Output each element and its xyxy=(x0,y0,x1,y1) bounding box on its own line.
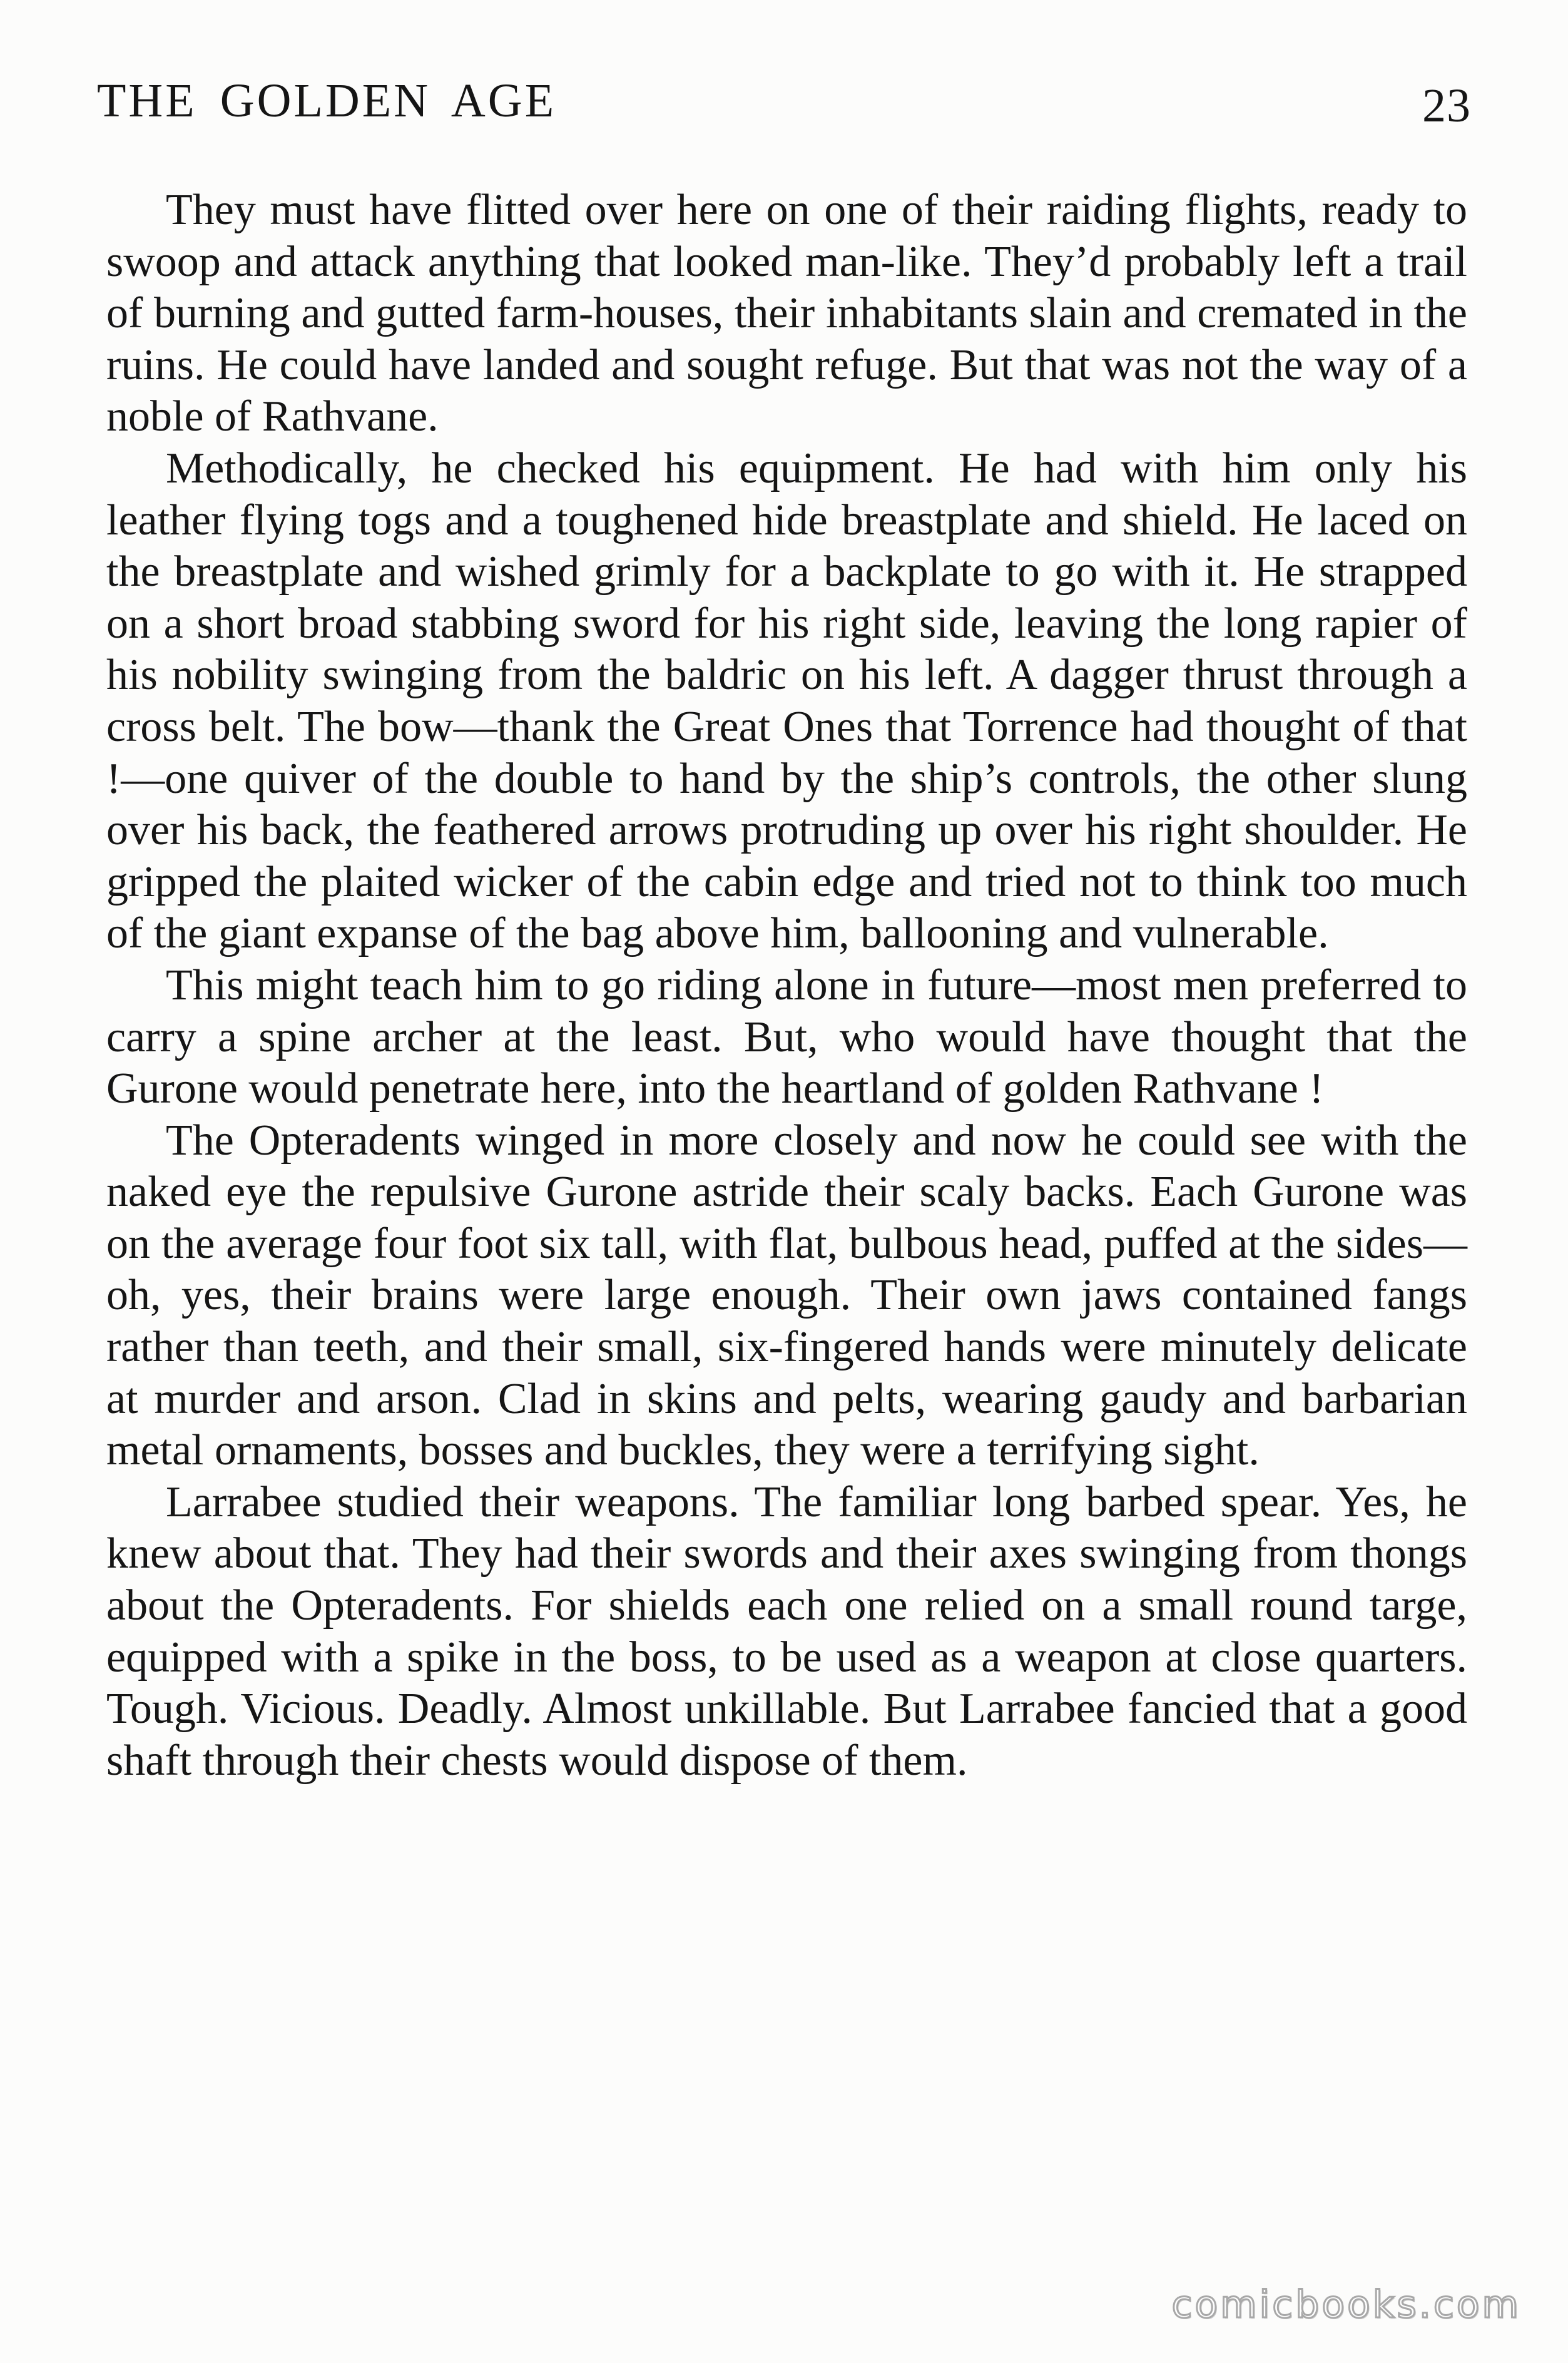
paragraph: The Opteradents winged in more closely and now he could see with the naked eye the repulsive Gurone astride their scaly backs. Each Gurone was on the average four foot six tall, with flat, bulbous head, puffed at the sides—oh, yes, their brains were large enough. Their own jaws contained fangs rather than teeth, and their small, six-fingered hands were minutely delicate at murder and arson. Clad in skins and pelts, wearing gaudy and barbarian metal ornaments, bosses and buckles, they were a terrifying sight. xyxy=(106,1116,1467,1475)
watermark: comicbooks.com xyxy=(1171,2283,1521,2327)
running-title: THE GOLDEN AGE xyxy=(97,74,557,127)
paragraph: Methodically, he checked his equipment. He had with him only his leather flying togs and a toughened hide breastplate and shield. He laced on the breastplate and wished grimly for a backplate to go with it. He strapped on a short broad stabbing sword for his right side, leaving the long rapier of his nobility swinging from the baldric on his left. A dagger thrust through a cross belt. The bow—thank the Great Ones that Torrence had thought of that !—one quiver of the double to hand by the ship’s controls, the other slung over his back, the feathered arrows protruding up over his right shoulder. He gripped the plaited wicker of the cabin edge and tried not to think too much of the giant expanse of the bag above him, ballooning and vulnerable. xyxy=(106,444,1467,958)
page-number: 23 xyxy=(1422,79,1471,132)
paragraph: This might teach him to go riding alone in future—most men preferred to carry a spine archer at the least. But, who would have thought that the Gurone would penetrate here, into the heartland of golden Rathvane ! xyxy=(106,961,1467,1113)
body-text xyxy=(106,185,1467,1787)
running-head xyxy=(97,74,1471,136)
paragraph: Larrabee studied their weapons. The familiar long barbed spear. Yes, he knew about that. They had their swords and their axes swinging from thongs about the Opteradents. For shields each one relied on a small round targe, equipped with a spike in the boss, to be used as a weapon at close quarters. Tough. Vicious. Deadly. Almost unkillable. But Larrabee fancied that a good shaft through their chests would dispose of them. xyxy=(106,1478,1467,1785)
paragraph: They must have flitted over here on one of their raiding flights, ready to swoop and attack anything that looked man-like. They’d probably left a trail of burning and gutted farm-houses, their inhabitants slain and cremated in the ruins. He could have landed and sought refuge. But that was not the way of a noble of Rathvane. xyxy=(106,186,1467,441)
